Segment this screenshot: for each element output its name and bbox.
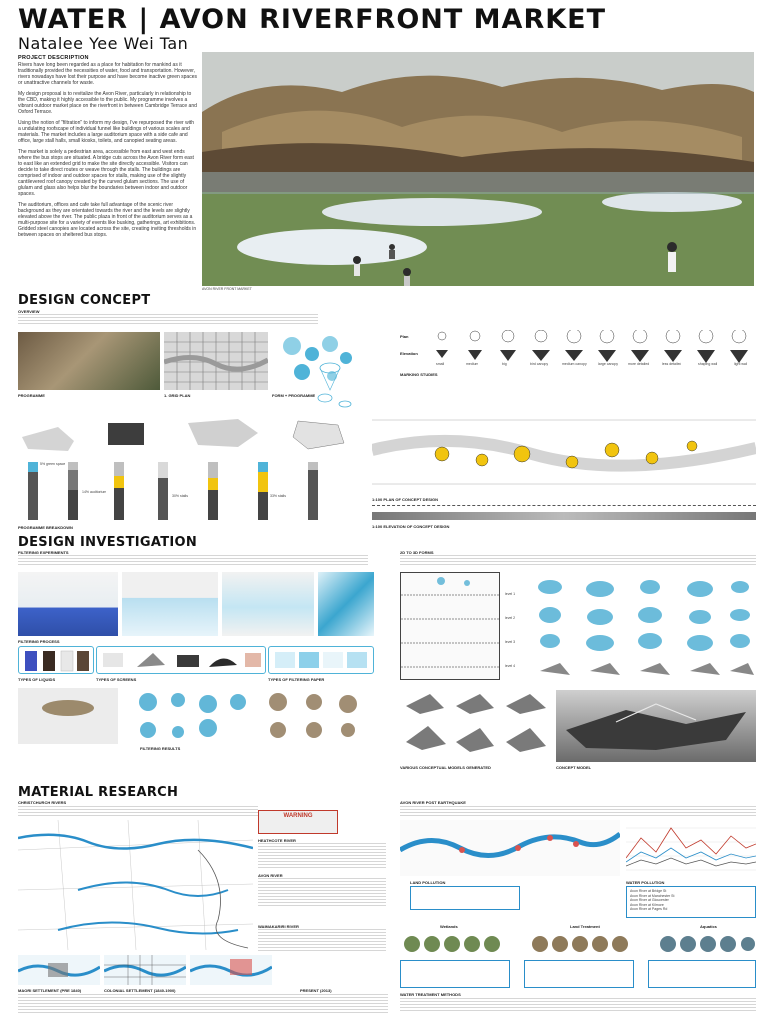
settlement-text <box>18 994 388 1014</box>
layered-model-svg <box>401 573 499 679</box>
marking-funnels-svg <box>305 360 395 412</box>
design-concept-title: DESIGN CONCEPT <box>18 293 151 308</box>
papers-svg <box>269 647 373 673</box>
hero-caption: AVON RIVER FRONT MARKET <box>202 287 252 291</box>
land-pollution-svg <box>400 820 620 876</box>
canopy-type-4: medium canopy <box>562 362 587 366</box>
water-treatment-label: WATER TREATMENT METHODS <box>400 992 461 997</box>
filtering-results <box>18 688 374 744</box>
heathcote-text <box>258 843 386 869</box>
conceptual-models <box>400 690 552 762</box>
rivers-text-placeholder <box>18 806 258 816</box>
post-earthquake-label: AVON RIVER POST EARTHQUAKE <box>400 800 466 805</box>
project-description <box>18 55 198 290</box>
water-legend-4: Avon River at Pages Rd <box>630 907 668 911</box>
bar-label-2: 30% stalls <box>172 494 188 498</box>
present-map-svg <box>190 955 272 985</box>
waimakariri-text <box>258 929 386 951</box>
canopy-type-0: small <box>436 362 445 366</box>
treatment-text <box>400 998 756 1012</box>
water-legend <box>626 886 756 918</box>
author-name: Natalee Yee Wei Tan <box>18 34 189 53</box>
project-paragraph-1: Rivers have long been regarded as a place for habitation for mankind as it traditionally provided the necessities of water, food and transportation. However, rivers nowadays have lost their purpose and have become inactive green spaces or unattractive channels for waste. <box>18 62 197 86</box>
filtering-photo-4 <box>318 572 374 636</box>
population-maps-svg <box>18 413 348 453</box>
2d-to-3d-label: 2D TO 3D FORMS <box>400 550 434 555</box>
warning-sign-text: WARNING <box>283 813 313 819</box>
bar-label-0: 5% green space <box>40 462 66 466</box>
papers-label: TYPES OF FILTERING PAPER <box>268 677 325 682</box>
filtering-photo-3 <box>222 572 314 636</box>
2d-3d-text-placeholder <box>400 555 756 567</box>
water-legend-0: Avon River at Bridge St <box>630 889 667 893</box>
filtering-results-svg <box>18 688 374 744</box>
concept-model-label: CONCEPT MODEL <box>556 765 592 770</box>
filtering-text-placeholder <box>18 555 368 567</box>
filtering-photo-1 <box>18 572 118 636</box>
conceptual-models-svg <box>400 690 552 762</box>
canopy-type-5: large canopy <box>598 362 619 366</box>
grid-plan-svg <box>164 332 268 390</box>
ink-shapes-svg <box>530 575 756 685</box>
land-pollution-legend <box>410 886 520 910</box>
marking-studies-label: MARKING STUDIES <box>400 372 438 377</box>
canopy-type-9: light wall <box>734 362 748 366</box>
liquids-svg <box>19 647 93 673</box>
avon-label: AVON RIVER <box>258 873 283 878</box>
ink-shapes-grid <box>530 575 756 685</box>
overview-text-placeholder <box>18 314 318 324</box>
water-legend-3: Avon River at Kilmore <box>630 902 664 907</box>
project-paragraph-5: The auditorium, offices and cafe take full advantage of the scenic river background as they are orientated towards the river and the levels are slightly elevated above the river. The public plaza in front of the auditorium serves as a multi-purpose site for a variety of events like busking, gatherings, art exhibitions. Gridded steel canopies are located across the site, creating inviting thresholds in between spaces on sheltered bus stops. <box>18 202 197 238</box>
papers-box <box>268 646 374 674</box>
bar-label-3: 33% stalls <box>270 494 286 498</box>
concept-model-svg <box>556 690 756 762</box>
concept-model-photo <box>556 690 756 762</box>
concept-plan <box>372 410 756 494</box>
filtering-photo-2 <box>122 572 218 636</box>
level-label-4: level 4 <box>505 664 516 668</box>
treatment-descriptions <box>400 960 756 988</box>
treatment-circles <box>400 932 756 956</box>
plan-legend-line <box>372 505 756 509</box>
plan-row-label: Plan <box>400 334 409 339</box>
christchurch-rivers-label: CHRISTCHURCH RIVERS <box>18 800 67 805</box>
water-pollution-svg <box>626 818 756 876</box>
water-pollution-chart <box>626 818 756 876</box>
overview-label: OVERVIEW <box>18 309 40 314</box>
project-paragraph-3: Using the notion of "filtration" to inform my design, I've repurposed the river with a undulating roofscape of individual funnel like buildings of various scales and materials. The market includes a large auditorium space with a side cafe and office, large stall halls, small kiosks, toilets, and canopied seating areas. <box>18 120 194 144</box>
water-legend-1: Avon River at Manchester St <box>630 893 675 898</box>
bar-label-1: 14% auditorium <box>82 490 107 494</box>
land-pollution-map <box>400 820 620 876</box>
programme-breakdown-label: PROGRAMME BREAKDOWN <box>18 525 73 530</box>
filtering-process-label: FILTERING PROCESS <box>18 639 60 644</box>
marking-studies <box>305 360 395 412</box>
poster-title: WATER | AVON RIVERFRONT MARKET <box>18 4 607 35</box>
material-research-title: MATERIAL RESEARCH <box>18 785 179 800</box>
programme-breakdown-svg <box>18 458 358 522</box>
project-paragraph-2: My design proposal is to revitalize the Avon River, particularly in relationship to the CBD, making it highly accessible to the public. My programme involves a vibrant outdoor market place on the riverfront in between Cambridge Terrace and Oxford Terrace. <box>18 91 197 115</box>
land-treatment-desc-box <box>524 960 634 988</box>
colonial-settlement-map <box>104 955 186 985</box>
heathcote-label: HEATHCOTE RIVER <box>258 838 296 843</box>
canopy-type-7: less detailed <box>662 362 682 366</box>
aquatics-label: Aquatics <box>700 924 717 929</box>
concept-plan-svg <box>372 410 756 494</box>
project-description-heading: PROJECT DESCRIPTION <box>18 55 89 61</box>
project-paragraph-4: The market is solely a pedestrian area, accessible from east and west ends where the bus stops are situated. A bridge cuts across the Avon River form east to east like an extended grid to make the site directly accessible. Visitors can decide to take direct routes or weave through the stalls. The buildings are comprised of indoor and outdoor spaces for stalls, making use of the slightly cantilevered roof canopy created by the curved glulam sections. The use of glulam and glass also helps blur the boundaries between indoor and outdoor spaces. <box>18 149 194 197</box>
concept-elevation <box>372 512 756 520</box>
maori-label: MAORI SETTLEMENT (PRE 1840) <box>18 988 82 993</box>
programme-label: PROGRAMME <box>18 393 45 398</box>
level-label-3: level 3 <box>505 640 516 644</box>
christchurch-map-svg <box>18 820 253 950</box>
christchurch-map <box>18 820 253 950</box>
canopy-type-3: bird canopy <box>530 362 549 366</box>
present-label: PRESENT (2013) <box>300 988 332 993</box>
canopy-type-2: big <box>502 362 507 366</box>
land-pollution-label: LAND POLLUTION <box>410 880 446 885</box>
programme-breakdown-chart <box>18 458 358 522</box>
canopy-type-8: shaping wall <box>698 362 718 366</box>
warning-sign <box>258 810 338 834</box>
water-pollution-label: WATER POLLUTION <box>626 880 665 885</box>
treatment-circles-svg <box>400 932 756 956</box>
market-photo <box>18 332 160 390</box>
filtering-results-label: FILTERING RESULTS <box>140 746 181 751</box>
canopy-type-6: more detailed <box>628 362 650 366</box>
hero-render-illustration <box>202 52 754 286</box>
grid-plan-label: 1. GRID PLAN <box>164 393 191 398</box>
screens-label: TYPES OF SCREENS <box>96 677 137 682</box>
water-legend-2: Avon River at Gloucester <box>630 898 669 902</box>
waimakariri-label: WAIMAKARIRI RIVER <box>258 924 299 929</box>
filtering-experiments-label: FILTERING EXPERIMENTS <box>18 550 69 555</box>
maori-map-svg <box>18 955 100 985</box>
avon-text <box>258 878 386 908</box>
colonial-map-svg <box>104 955 186 985</box>
layered-model <box>400 572 500 680</box>
design-investigation-title: DESIGN INVESTIGATION <box>18 535 198 550</box>
concept-elevation-label: 1:100 ELEVATION OF CONCEPT DESIGN <box>372 524 450 529</box>
pollution-text <box>400 806 756 816</box>
aquatics-desc-box <box>648 960 756 988</box>
wetlands-desc-box <box>400 960 510 988</box>
canopy-type-1: medium <box>466 362 479 366</box>
liquids-box <box>18 646 94 674</box>
present-map <box>190 955 272 985</box>
liquids-label: TYPES OF LIQUIDS <box>18 677 56 682</box>
population-maps <box>18 413 348 453</box>
conceptual-models-label: VARIOUS CONCEPTUAL MODELS GENERATED <box>400 765 491 770</box>
screens-svg <box>97 647 265 673</box>
wetlands-label: Wetlands <box>440 924 458 929</box>
colonial-label: COLONIAL SETTLEMENT (1840-1900) <box>104 988 176 993</box>
elevation-row-label: Elevation <box>400 351 418 356</box>
hero-render <box>202 52 754 286</box>
level-label-1: level 1 <box>505 592 516 596</box>
screens-box <box>96 646 266 674</box>
concept-plan-label: 1:100 PLAN OF CONCEPT DESIGN <box>372 497 439 502</box>
form-programme-label: FORM + PROGRAMME <box>272 393 316 398</box>
level-label-2: level 2 <box>505 616 516 620</box>
maori-settlement-map <box>18 955 100 985</box>
grid-plan-drawing <box>164 332 268 390</box>
land-treatment-label: Land Treatment <box>570 924 600 929</box>
